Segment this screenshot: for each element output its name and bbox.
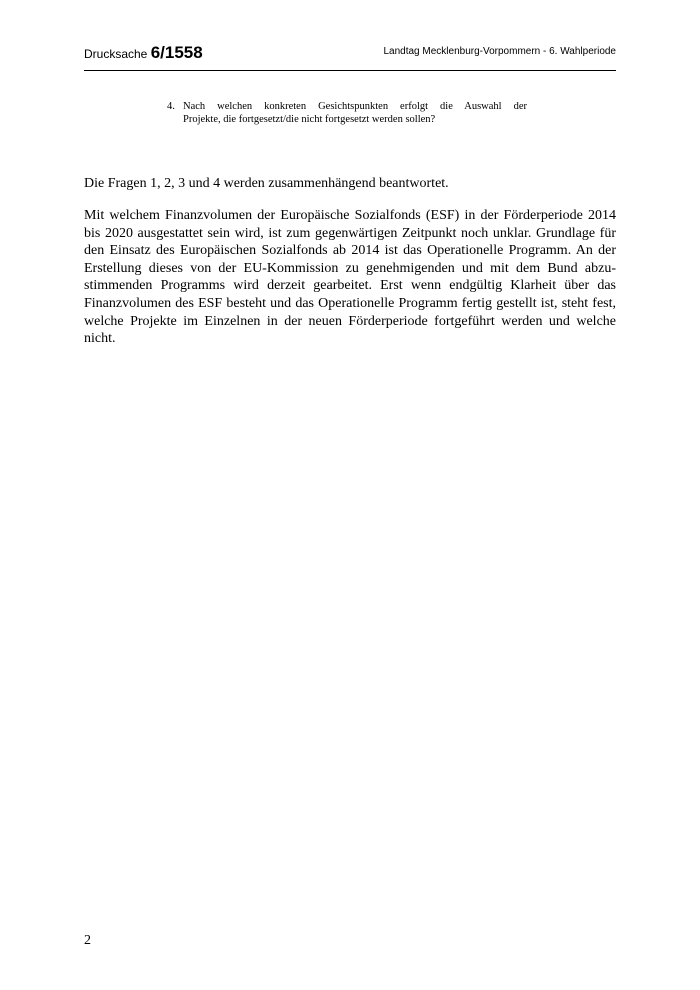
question-line: Projekte, die fortgesetzt/die nicht fortgesetzt werden sollen? [183, 114, 436, 125]
question-text [183, 100, 527, 126]
document-label: Drucksache [84, 47, 148, 61]
document-number: 6/1558 [150, 43, 203, 62]
document-reference [84, 43, 203, 63]
answer-line: bis 2020 ausgestattet sein wird, ist zum gegenwärtigen Zeitpunkt noch unklar. Grundlage für [84, 225, 616, 241]
question-item [167, 100, 527, 126]
answer-intro: Die Fragen 1, 2, 3 und 4 werden zusammenhängend beantwortet. [84, 176, 449, 191]
answer-line: Erstellung dieses von der EU-Kommission zu genehmigenden und mit dem Bund abzu- [84, 260, 616, 276]
answer-line: Mit welchem Finanzvolumen der Europäische Sozialfonds (ESF) in der Förderperiode 2014 [84, 208, 616, 223]
answer-line: welche Projekte im Einzelnen in der neuen Förderperiode fortgeführt werden und welche [84, 313, 616, 329]
answer-line: Finanzvolumen des ESF besteht und das Operationelle Programm fertig gestellt ist, steht fest, [84, 295, 616, 311]
question-number: 4. [167, 101, 175, 112]
answer-line: den Einsatz des Europäischen Sozialfonds ab 2014 ist das Operationelle Programm. An der [84, 243, 616, 259]
page-header [84, 40, 616, 71]
question-line: Nach welchen konkreten Gesichtspunkten erfolgt die Auswahl der [183, 101, 527, 112]
answer-line: stimmenden Programms wird derzeit gearbeitet. Erst wenn endgültig Klarheit über das [84, 278, 616, 294]
page-number: 2 [84, 933, 91, 948]
answer-paragraph [84, 207, 616, 348]
answer-line: nicht. [84, 331, 116, 347]
parliament-title: Landtag Mecklenburg-Vorpommern - 6. Wahlperiode [383, 46, 616, 57]
